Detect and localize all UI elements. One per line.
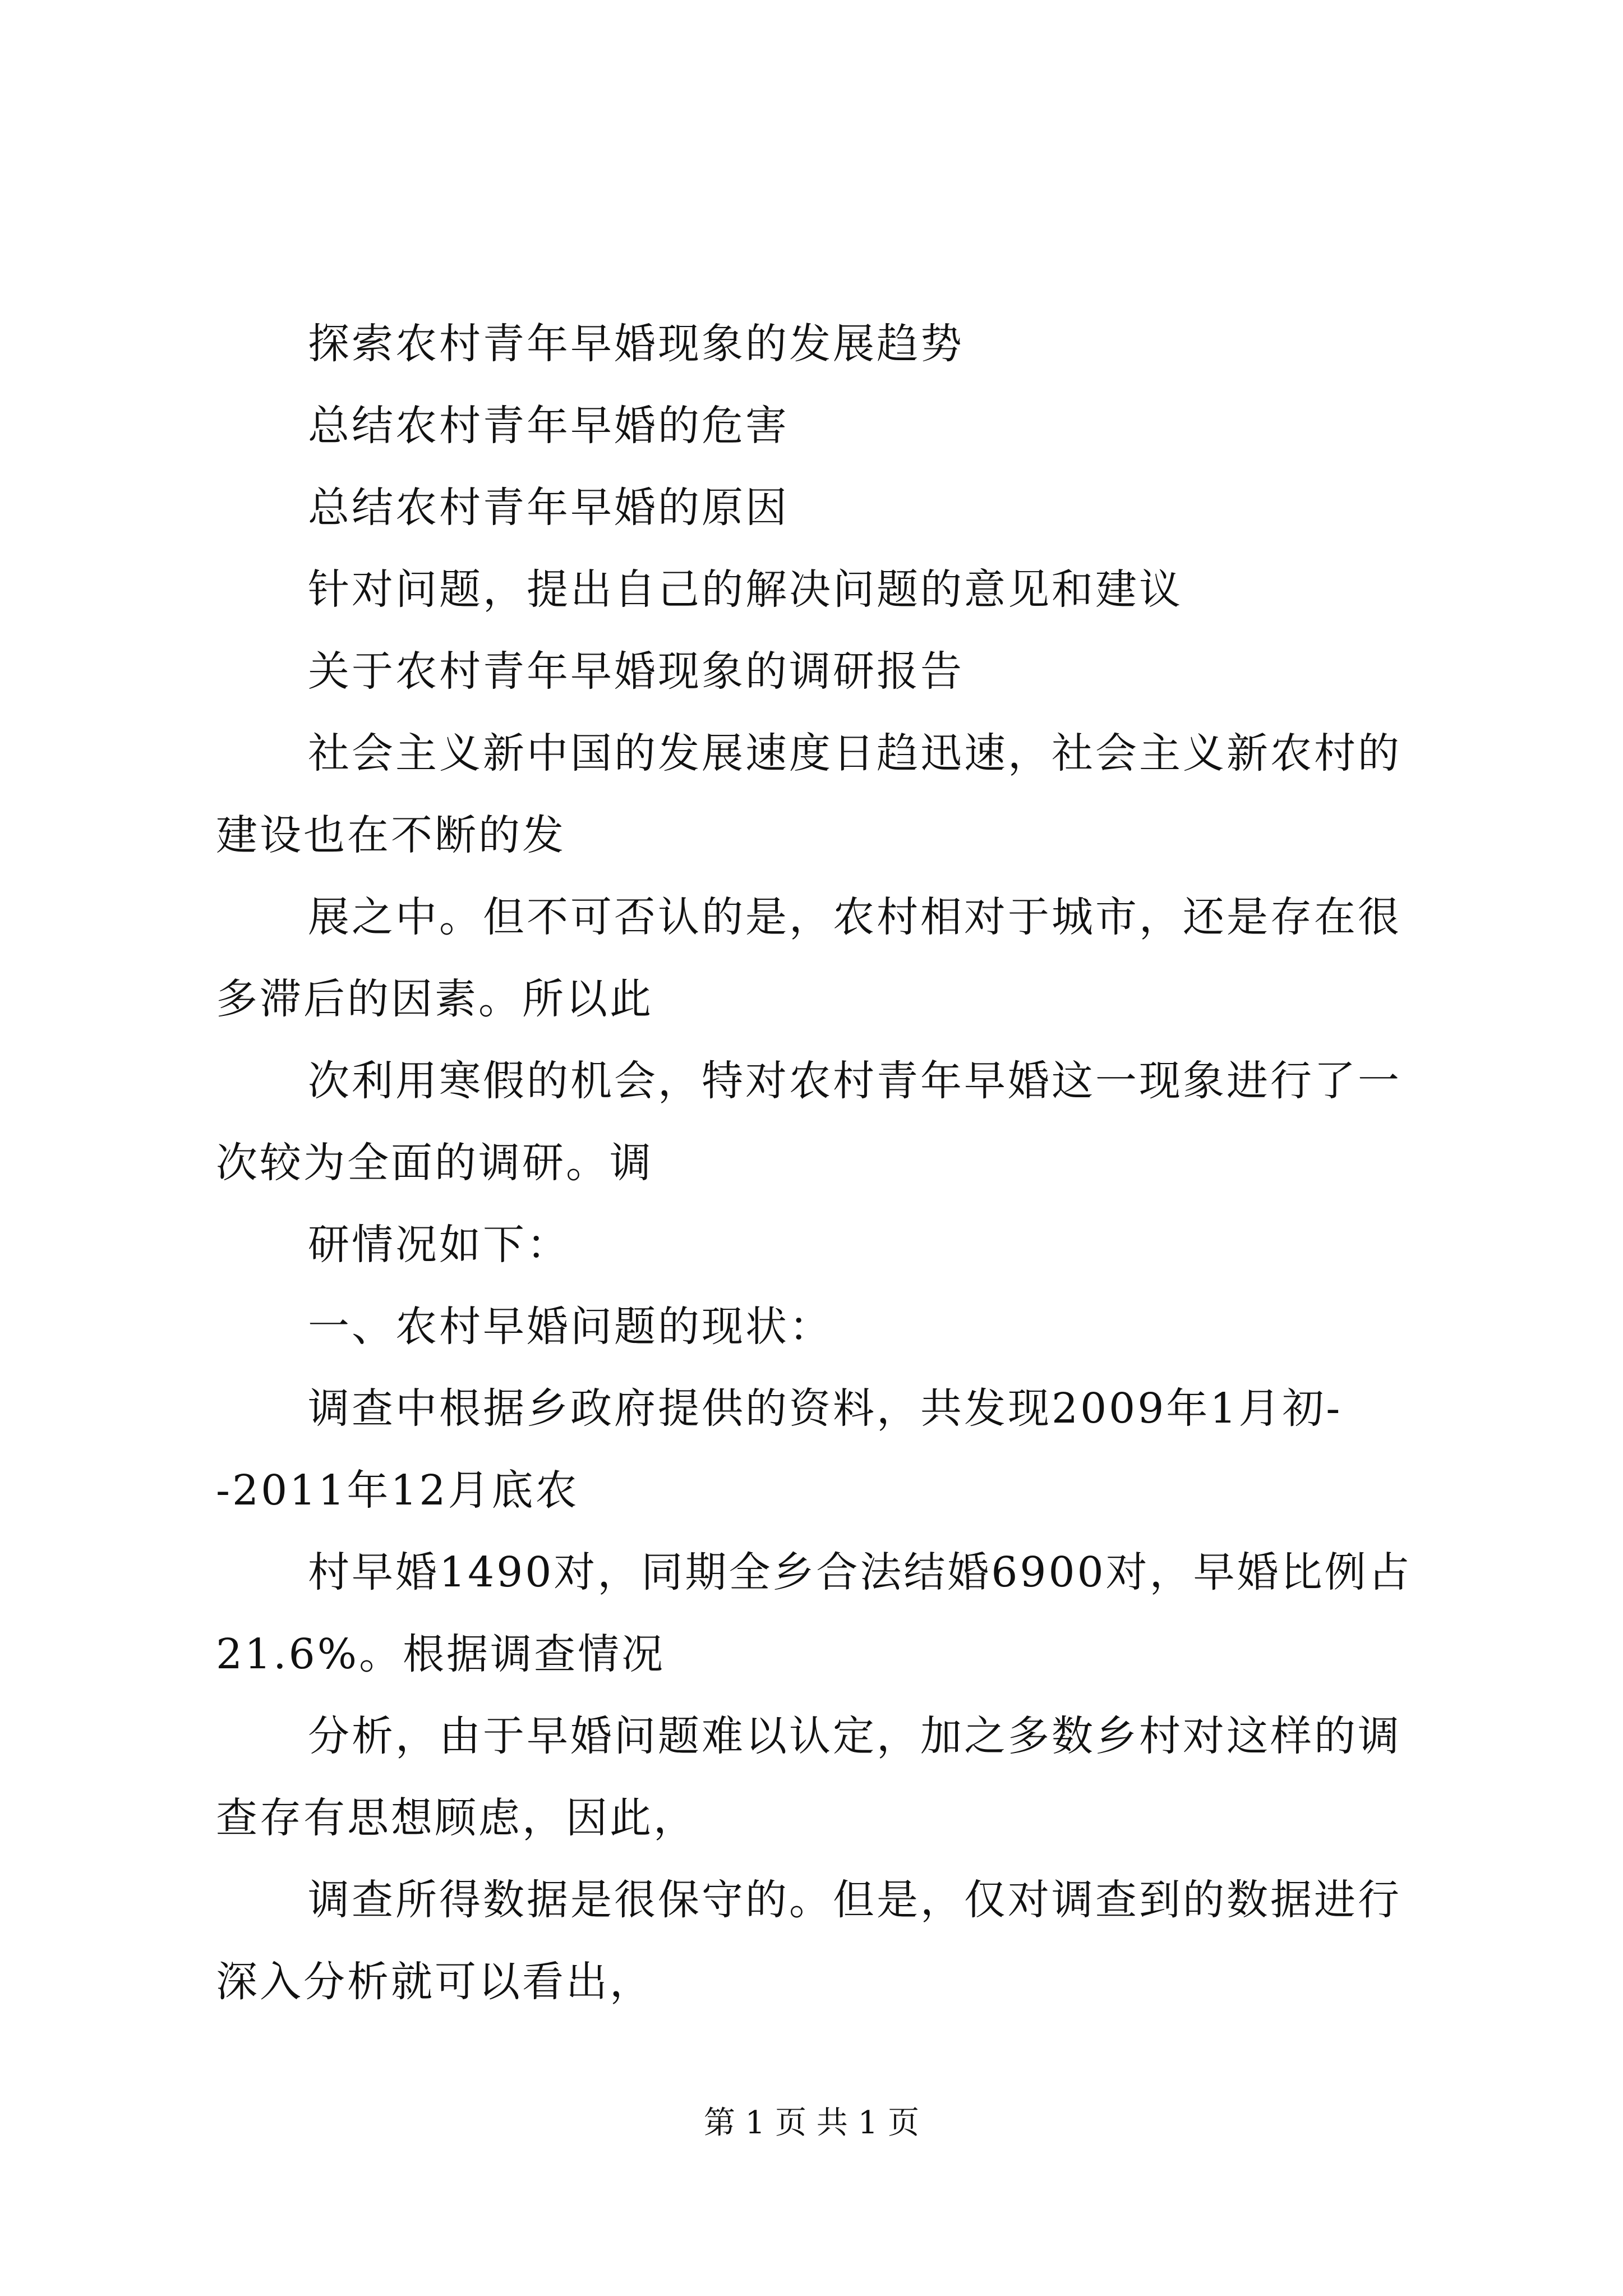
paragraph-7: 展之中。但不可否认的是，农村相对于城市，还是存在很多滞后的因素。所以此	[216, 893, 1401, 1023]
paragraph-11: 调查中根据乡政府提供的资料，共发现2009年1月初--2011年12月底农	[216, 1384, 1343, 1515]
document-body	[216, 303, 1430, 2023]
report-title: 关于农村青年早婚现象的调研报告	[308, 647, 964, 696]
paragraph-3: 总结农村青年早婚的原因	[308, 484, 789, 532]
paragraph-14: 调查所得数据是很保守的。但是，仅对调查到的数据进行深入分析就可以看出，	[216, 1876, 1401, 2006]
paragraph-13: 分析，由于早婚问题难以认定，加之多数乡村对这样的调查存有思想顾虑，因此，	[216, 1712, 1401, 1842]
paragraph-8: 次利用寒假的机会，特对农村青年早婚这一现象进行了一次较为全面的调研。调	[216, 1057, 1401, 1187]
paragraph-4: 针对问题，提出自己的解决问题的意见和建议	[308, 565, 1183, 614]
paragraph-1: 探索农村青年早婚现象的发展趋势	[308, 320, 964, 368]
section-heading-1: 一、农村早婚问题的现状：	[308, 1303, 833, 1351]
paragraph-2: 总结农村青年早婚的危害	[308, 402, 789, 450]
paragraph-6: 社会主义新中国的发展速度日趋迅速，社会主义新农村的建设也在不断的发	[216, 729, 1401, 859]
paragraph-12: 村早婚1490对，同期全乡合法结婚6900对，早婚比例占21.6%。根据调查情况	[216, 1548, 1412, 1678]
paragraph-9: 研情况如下：	[308, 1221, 570, 1269]
page-footer: 第 1 页 共 1 页	[703, 2105, 920, 2141]
